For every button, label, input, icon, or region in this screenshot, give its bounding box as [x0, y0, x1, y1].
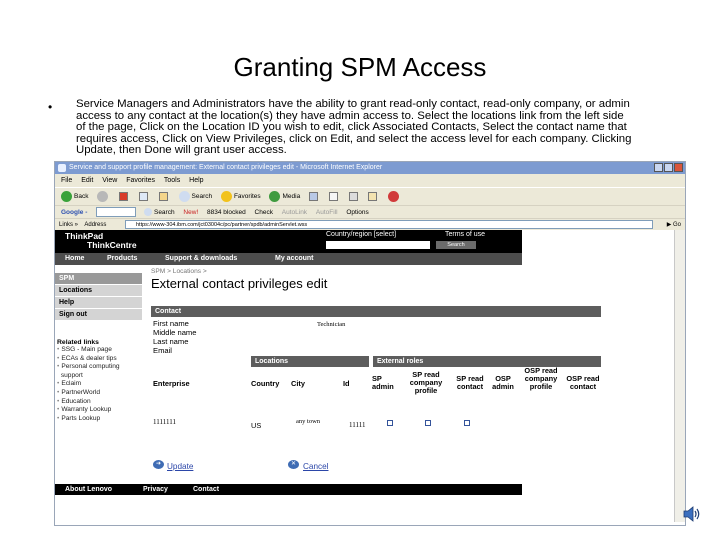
- star-icon: [221, 191, 232, 202]
- col-sp-read-company: SP read company profile: [409, 370, 443, 395]
- related-link[interactable]: support: [60, 371, 83, 379]
- footer-privacy[interactable]: Privacy: [143, 486, 168, 493]
- update-arrow-icon[interactable]: ➜: [153, 460, 164, 469]
- bullet-text: Service Managers and Administrators have the ability to grant read-only contact, read-only company, or admin access to any contact at the location(s) they have admin access to. Select the locations link from the left side of the page, Click on the Location ID you wish to edit, click Associated Contacts, Select the contact name that requires access, Click on View Privileges, click on Edit, and select the access level for each company. Clicking Update, then Done will grant user access.: [76, 98, 632, 157]
- google-search-input[interactable]: [96, 207, 136, 217]
- mail-button[interactable]: [329, 188, 340, 205]
- row-country: US: [251, 421, 262, 430]
- forward-button[interactable]: [97, 188, 110, 205]
- col-country: Country: [251, 379, 280, 388]
- thinkpad-logo[interactable]: ThinkPad ThinkCentre: [65, 231, 137, 250]
- mail-icon: [329, 192, 338, 201]
- home-button[interactable]: [159, 188, 170, 205]
- related-links-title: Related links: [57, 339, 99, 346]
- menu-bar: [55, 174, 685, 187]
- breadcrumb[interactable]: SPM > Locations >: [151, 268, 207, 275]
- bullet-marker: •: [48, 100, 53, 114]
- links-label[interactable]: Links » Address: [59, 222, 107, 228]
- menu-favorites[interactable]: Favorites: [126, 177, 156, 184]
- go-button[interactable]: ▶ Go: [666, 222, 681, 228]
- stop-button[interactable]: [119, 188, 130, 205]
- close-icon[interactable]: [674, 163, 683, 172]
- email-label: Email: [153, 346, 172, 355]
- site-header: [55, 230, 522, 253]
- related-link[interactable]: • PartnerWorld: [57, 388, 101, 396]
- history-icon: [309, 192, 318, 201]
- cancel-x-icon[interactable]: ✕: [288, 460, 299, 469]
- popup-blocked-button[interactable]: 8834 blocked: [207, 209, 246, 216]
- google-logo: Google -: [61, 209, 88, 216]
- google-search-icon: [144, 208, 152, 216]
- back-arrow-icon: [61, 191, 72, 202]
- main-nav: [55, 253, 522, 265]
- nav-support-downloads[interactable]: Support & downloads: [165, 255, 238, 262]
- address-input[interactable]: https://www-304.ibm.com/jct03004c/pc/partner/spdb/adminServlet.wss: [125, 220, 653, 229]
- browser-window: [54, 161, 686, 526]
- col-osp-read-company: OSP read company profile: [524, 366, 558, 391]
- sp-read-contact-checkbox[interactable]: [464, 420, 470, 426]
- nav-my-account[interactable]: My account: [275, 255, 314, 262]
- messenger-icon: [388, 191, 399, 202]
- ie-icon: [58, 164, 66, 172]
- maximize-icon[interactable]: [664, 163, 673, 172]
- external-roles-header: External roles: [373, 356, 601, 367]
- col-osp-admin: OSP admin: [492, 374, 514, 391]
- sp-read-company-checkbox[interactable]: [425, 420, 431, 426]
- menu-edit[interactable]: Edit: [81, 177, 94, 184]
- home-icon: [159, 192, 168, 201]
- site-search-button[interactable]: Search: [436, 241, 476, 249]
- google-new-button[interactable]: New!: [183, 209, 199, 216]
- print-button[interactable]: [349, 188, 360, 205]
- google-search-button[interactable]: Search: [144, 206, 175, 218]
- row-id: 11111: [349, 421, 366, 429]
- row-enterprise: 1111111: [153, 418, 176, 426]
- footer-about-lenovo[interactable]: About Lenovo: [65, 486, 113, 493]
- site-search-input[interactable]: [326, 241, 430, 249]
- related-link[interactable]: • ECAs & dealer tips: [57, 354, 117, 362]
- autolink-button[interactable]: AutoLink: [281, 209, 308, 216]
- col-enterprise: Enterprise: [153, 379, 190, 388]
- address-bar: [55, 218, 685, 230]
- col-id: Id: [343, 379, 350, 388]
- sidebar-item-help[interactable]: Help: [55, 297, 142, 309]
- google-toolbar: [55, 205, 685, 218]
- favorites-button[interactable]: Favorites: [221, 188, 261, 205]
- slide-title: Granting SPM Access: [233, 52, 487, 82]
- sidebar-item-locations[interactable]: Locations: [55, 285, 142, 297]
- left-sidebar: [55, 273, 142, 423]
- related-link[interactable]: • Parts Lookup: [57, 414, 101, 422]
- refresh-icon: [139, 192, 148, 201]
- media-button[interactable]: Media: [269, 188, 300, 205]
- browser-title-bar: [55, 162, 685, 174]
- sidebar-item-spm[interactable]: SPM: [55, 273, 142, 285]
- spell-check-button[interactable]: Check: [254, 209, 273, 216]
- browser-title: Service and support profile management: External contact privileges edit - Microsoft Internet Explorer: [69, 164, 383, 171]
- col-osp-read-contact: OSP read contact: [566, 374, 600, 391]
- col-city: City: [291, 379, 305, 388]
- cancel-link[interactable]: Cancel: [303, 462, 329, 471]
- edit-button[interactable]: [368, 188, 379, 205]
- autofill-button[interactable]: AutoFill: [315, 209, 338, 216]
- print-icon: [349, 192, 358, 201]
- search-icon: [179, 191, 190, 202]
- last-name-label: Last name: [153, 337, 189, 346]
- contact-section-bar: Contact: [151, 306, 601, 317]
- footer-contact[interactable]: Contact: [193, 486, 220, 493]
- row-city: any town: [296, 418, 321, 425]
- country-region-link[interactable]: Country/region [select]: [326, 231, 397, 238]
- minimize-icon[interactable]: [654, 163, 663, 172]
- terms-of-use-link[interactable]: Terms of use: [445, 231, 486, 238]
- web-page: [55, 230, 600, 522]
- main-content: [151, 268, 600, 471]
- middle-name-label: Middle name: [153, 328, 197, 337]
- sp-admin-checkbox[interactable]: [387, 420, 393, 426]
- page-title: External contact privileges edit: [151, 276, 328, 291]
- speaker-icon[interactable]: [681, 503, 703, 525]
- related-link[interactable]: • Eclaim: [57, 380, 82, 388]
- sidebar-item-sign-out[interactable]: Sign out: [55, 309, 142, 321]
- search-button[interactable]: Search: [179, 188, 213, 205]
- col-sp-admin: SP admin: [372, 374, 394, 391]
- nav-products[interactable]: Products: [107, 255, 138, 262]
- vertical-scrollbar[interactable]: [674, 230, 685, 522]
- messenger-button[interactable]: [388, 188, 401, 205]
- related-link[interactable]: • Education: [57, 397, 91, 405]
- update-link[interactable]: Update: [167, 462, 194, 471]
- address-label: Address: [84, 222, 107, 228]
- menu-help[interactable]: Help: [189, 177, 204, 184]
- related-link[interactable]: • Warranty Lookup: [57, 406, 112, 414]
- site-footer: [55, 484, 522, 495]
- back-button[interactable]: Back: [61, 188, 88, 205]
- menu-view[interactable]: View: [102, 177, 118, 184]
- nav-home[interactable]: Home: [65, 255, 85, 262]
- technician-value: Technician: [317, 321, 346, 328]
- standard-toolbar: [55, 187, 685, 205]
- edit-icon: [368, 192, 377, 201]
- menu-tools[interactable]: Tools: [163, 177, 181, 184]
- refresh-button[interactable]: [139, 188, 150, 205]
- media-icon: [269, 191, 280, 202]
- locations-header: Locations: [251, 356, 369, 367]
- menu-file[interactable]: File: [61, 177, 73, 184]
- history-button[interactable]: [309, 188, 320, 205]
- window-controls: [654, 163, 683, 172]
- options-button[interactable]: Options: [346, 209, 369, 216]
- forward-arrow-icon: [97, 191, 108, 202]
- stop-icon: [119, 192, 128, 201]
- related-link[interactable]: • Personal computing: [57, 363, 120, 371]
- related-link[interactable]: • SSG - Main page: [57, 346, 112, 353]
- first-name-label: First name: [153, 319, 189, 328]
- col-sp-read-contact: SP read contact: [456, 374, 484, 391]
